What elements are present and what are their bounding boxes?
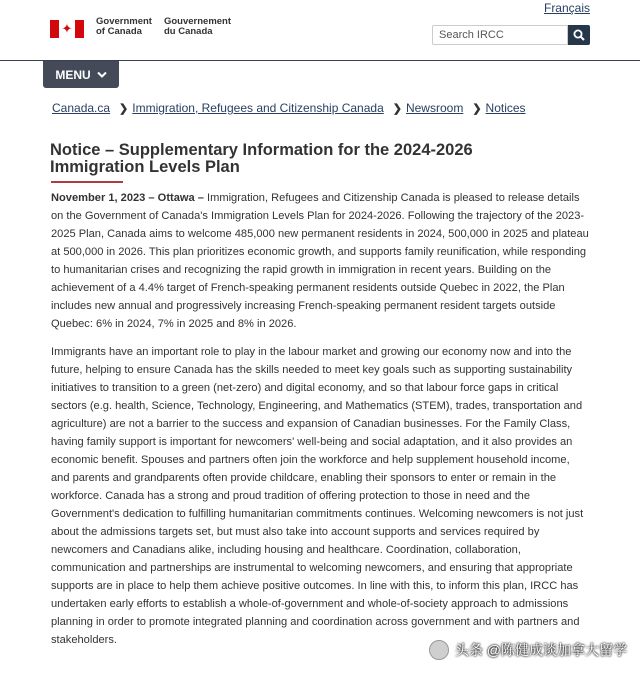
chevron-right-icon: ❯: [392, 102, 402, 115]
page-title: Notice – Supplementary Information for the 2024-2026 Immigration Levels Plan: [50, 141, 473, 176]
article-body: [51, 189, 591, 659]
signature-french: Gouvernement du Canada: [163, 16, 232, 37]
language-toggle-link[interactable]: Français: [543, 1, 590, 15]
site-header: [50, 14, 590, 54]
search-form: [432, 25, 590, 45]
search-icon: [573, 29, 585, 41]
breadcrumb-link-ircc[interactable]: Immigration, Refugees and Citizenship Canada: [132, 101, 384, 115]
breadcrumb-link-newsroom[interactable]: Newsroom: [405, 101, 464, 115]
paragraph-1: [51, 189, 591, 333]
avatar: [429, 640, 449, 660]
watermark-text: 头条 @陈健成谈加拿大留学: [454, 642, 627, 658]
menu-label: MENU: [55, 67, 91, 82]
chevron-right-icon: ❯: [119, 102, 129, 115]
government-signature[interactable]: [50, 17, 231, 38]
paragraph-1-text: Immigration, Refugees and Citizenship Canada is pleased to release details on the Government of Canada's Immigration Levels Plan for 2024-2026. Following the trajectory of the 2023-2025 Plan, Canada aims to welcome 485,000 new permanent residents in 2024, 500,000 in 2025 and plateau at 500,000 in 2026. This plan prioritizes economic growth, and supports family reunification, while responding to humanitarian crises and recognizing the rapid growth in immigration in recent years. Building on the achievement of a 4.4% target of French-speaking permanent residents outside Quebec in 2022, the Plan includes new annual and progressively increasing French-speaking permanent resident targets outside Quebec: 6% in 2024, 7% in 2025 and 8% in 2026.: [51, 192, 589, 330]
canada-flag-icon: ✦: [50, 20, 84, 38]
breadcrumb: [52, 101, 526, 115]
breadcrumb-link-canada[interactable]: Canada.ca: [52, 101, 111, 115]
search-input[interactable]: [432, 25, 568, 45]
dateline: November 1, 2023 – Ottawa –: [51, 192, 204, 204]
breadcrumb-link-notices[interactable]: Notices: [485, 101, 526, 115]
paragraph-2: Immigrants have an important role to play in the labour market and growing our economy now and into the future, helping to ensure Canada has the skills needed to meet key goals such as supporting sustainability initiatives to transition to a green (net-zero) and digital economy, and so that labour force gaps in critical sectors (e.g. health, Science, Technology, Engineering, and Mathematics (STEM), trades, transportation and agriculture) are not a barrier to the success and expansion of Canadian businesses. For the Family Class, having family support is important for newcomers' well-being and social adaptation, and it also provides an economic benefit. Spouses and partners often join the workforce and help supplement household income, and parents and grandparents often provide childcare, enabling their sponsors to enter or remain in the workforce. Canada has a strong and proud tradition of offering protection to those in need and the Government's dedication to fulfilling humanitarian commitments continues. Welcoming newcomers is not just about the admissions targets set, but must also take into account supports and services required by newcomers and Canadians alike, including housing and healthcare. Coordination, collaboration, communication and partnerships are instrumental to welcoming newcomers, and ensuring that appropriate supports are in place to help them achieve positive outcomes. In line with this, to inform this plan, IRCC has undertaken early efforts to establish a whole-of-government and whole-of-society approach to admissions planning in order to promote integrated planning and coordination across government and with partners and stakeholders.: [51, 346, 584, 646]
chevron-down-icon: [97, 71, 107, 79]
menu-button[interactable]: [43, 61, 119, 88]
watermark: [429, 640, 627, 660]
signature-english: Government of Canada: [96, 16, 152, 37]
chevron-right-icon: ❯: [472, 102, 482, 115]
title-underline: [51, 181, 123, 183]
search-button[interactable]: [568, 25, 590, 45]
